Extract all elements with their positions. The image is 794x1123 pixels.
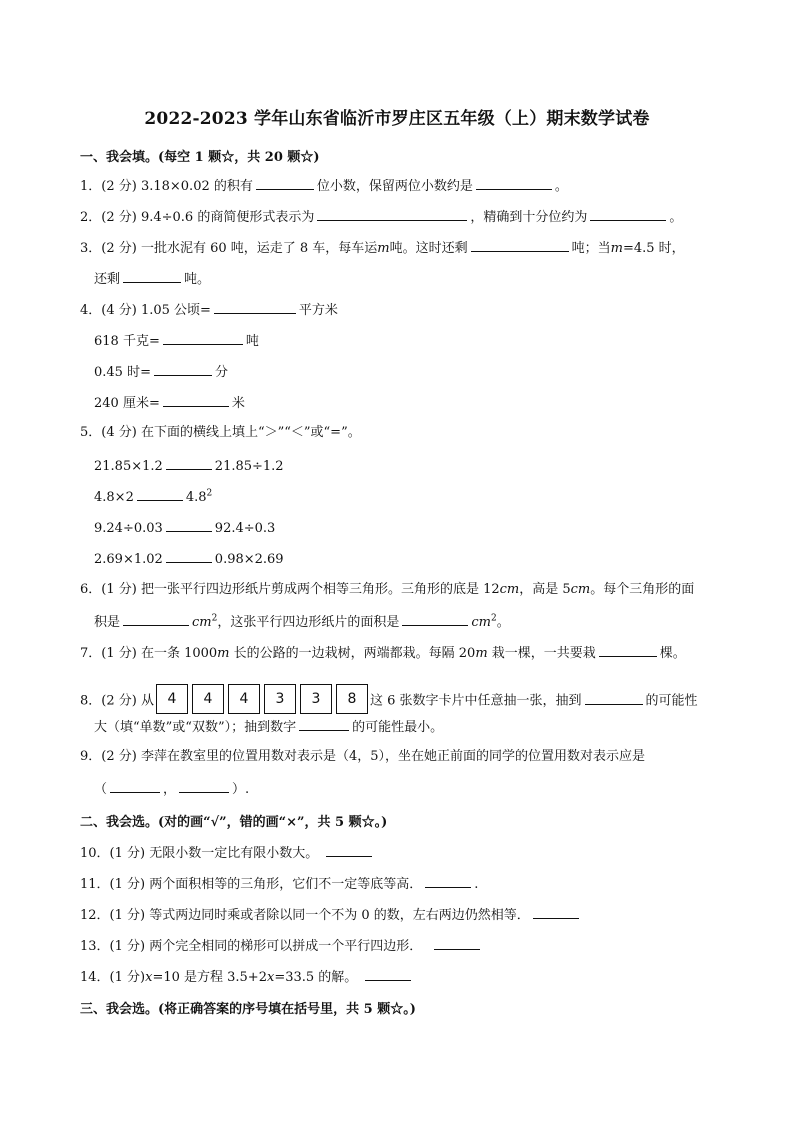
question-8: 8．(2 分) 从 4 4 4 3 3 8 这 6 张数字卡片中任意抽一张，抽到 的可能性 xyxy=(80,686,698,716)
page-title: 2022-2023 学年山东省临沂市罗庄区五年级（上）期末数学试卷 xyxy=(144,109,650,129)
question-5-d: 2.69×1.02 0.98×2.69 xyxy=(94,549,284,569)
answer-blank[interactable] xyxy=(402,612,468,626)
answer-blank[interactable] xyxy=(533,905,579,919)
answer-blank[interactable] xyxy=(137,487,183,501)
question-6: 6．(1 分) 把一张平行四边形纸片剪成两个相等三角形。三角形的底是 12cm，高是 5cm。每个三角形的面 xyxy=(80,582,695,597)
answer-blank[interactable] xyxy=(599,643,657,657)
question-4-b: 618 千克= 吨 xyxy=(94,331,259,351)
question-4-c: 0.45 时= 分 xyxy=(94,362,228,382)
answer-blank[interactable] xyxy=(123,612,189,626)
question-5-a: 21.85×1.2 21.85÷1.2 xyxy=(94,456,284,476)
section-3-heading: 三、我会选。(将正确答案的序号填在括号里，共 5 颗☆。) xyxy=(80,1002,416,1017)
number-card: 3 xyxy=(264,684,296,714)
answer-blank[interactable] xyxy=(425,874,471,888)
question-5: 5．(4 分) 在下面的横线上填上“＞”“＜”或“=”。 xyxy=(80,425,361,440)
answer-blank[interactable] xyxy=(585,691,643,705)
answer-blank[interactable] xyxy=(317,207,467,221)
number-card: 8 xyxy=(336,684,368,714)
question-7: 7．(1 分) 在一条 1000m 长的公路的一边栽树，两端都栽。每隔 20m 栽一棵，一共要栽 棵。 xyxy=(80,643,686,663)
answer-blank[interactable] xyxy=(166,456,212,470)
question-8-cont: 大（填“单数”或“双数”）；抽到数字 的可能性最小。 xyxy=(94,717,443,737)
answer-blank[interactable] xyxy=(434,936,480,950)
section-1-heading: 一、我会填。(每空 1 颗☆，共 20 颗☆) xyxy=(80,150,320,165)
question-2: 2．(2 分) 9.4÷0.6 的商简便形式表示为 ，精确到十分位约为 。 xyxy=(80,207,682,227)
answer-blank[interactable] xyxy=(163,331,243,345)
question-3: 3．(2 分) 一批水泥有 60 吨，运走了 8 车，每车运m吨。这时还剩 吨；当m=4.5 时， xyxy=(80,238,685,258)
answer-blank[interactable] xyxy=(590,207,666,221)
question-3-cont: 还剩 吨。 xyxy=(94,269,210,289)
question-9: 9．(2 分) 李萍在教室里的位置用数对表示是（4，5），坐在她正前面的同学的位置用数对表示应是 xyxy=(80,749,645,764)
question-6-cont: 积是 $cm^2$，这张平行四边形纸片的面积是 $cm^2$。 xyxy=(94,613,510,630)
question-14: 14．(1 分)x=10 是方程 3.5+2x=33.5 的解。 xyxy=(80,967,414,987)
answer-blank[interactable] xyxy=(471,238,569,252)
question-5-c: 9.24÷0.03 92.4÷0.3 xyxy=(94,518,275,538)
question-10: 10．(1 分) 无限小数一定比有限小数大。 xyxy=(80,843,375,863)
question-4-d: 240 厘米= 米 xyxy=(94,393,245,413)
answer-blank[interactable] xyxy=(214,300,296,314)
question-1: 1．(2 分) 3.18×0.02 的积有 位小数，保留两位小数约是 。 xyxy=(80,176,568,196)
number-card: 4 xyxy=(228,684,260,714)
section-2-heading: 二、我会选。(对的画“√”，错的画“×”，共 5 颗☆。) xyxy=(80,815,388,830)
answer-blank[interactable] xyxy=(365,967,411,981)
number-card: 3 xyxy=(300,684,332,714)
answer-blank[interactable] xyxy=(179,779,229,793)
answer-blank[interactable] xyxy=(256,176,314,190)
answer-blank[interactable] xyxy=(326,843,372,857)
question-5-b: 4.8×2 $4.8^2$ xyxy=(94,488,213,505)
number-card: 4 xyxy=(156,684,188,714)
answer-blank[interactable] xyxy=(166,549,212,563)
answer-blank[interactable] xyxy=(476,176,552,190)
answer-blank[interactable] xyxy=(110,779,160,793)
question-12: 12．(1 分) 等式两边同时乘或者除以同一个不为 0 的数，左右两边仍然相等． xyxy=(80,905,582,925)
answer-blank[interactable] xyxy=(163,393,229,407)
question-9-cont: （ ， ）. xyxy=(94,779,249,799)
number-cards xyxy=(156,684,368,714)
answer-blank[interactable] xyxy=(123,269,181,283)
answer-blank[interactable] xyxy=(299,717,349,731)
question-11: 11．(1 分) 两个面积相等的三角形，它们不一定等底等高． . xyxy=(80,874,478,894)
answer-blank[interactable] xyxy=(154,362,212,376)
question-13: 13．(1 分) 两个完全相同的梯形可以拼成一个平行四边形． xyxy=(80,936,483,956)
question-4: 4．(4 分) 1.05 公顷= 平方米 xyxy=(80,300,338,320)
answer-blank[interactable] xyxy=(166,518,212,532)
number-card: 4 xyxy=(192,684,224,714)
